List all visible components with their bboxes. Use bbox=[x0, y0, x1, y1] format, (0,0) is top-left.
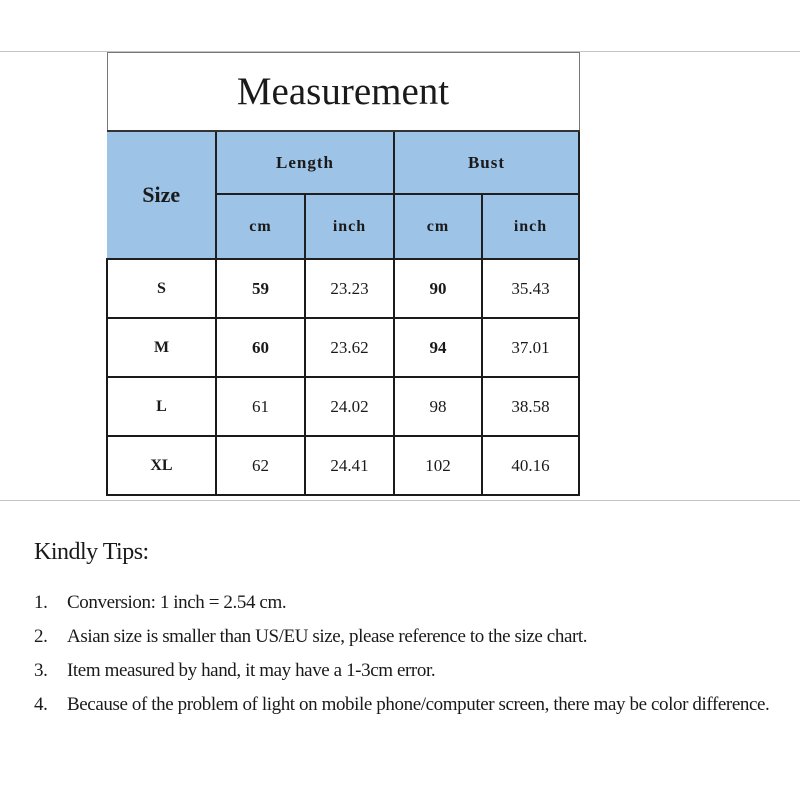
list-item bbox=[34, 688, 794, 722]
length-inch-cell: 24.02 bbox=[305, 377, 394, 436]
tips-title: Kindly Tips: bbox=[34, 539, 149, 565]
list-item bbox=[34, 654, 794, 688]
bust-inch-cell: 37.01 bbox=[482, 318, 579, 377]
length-header: Length bbox=[216, 131, 394, 194]
bust-header: Bust bbox=[394, 131, 579, 194]
length-inch-cell: 24.41 bbox=[305, 436, 394, 495]
tip-number: 1. bbox=[34, 592, 48, 613]
tip-number: 2. bbox=[34, 626, 48, 647]
length-cm-cell: 61 bbox=[216, 377, 305, 436]
size-cell: M bbox=[107, 318, 216, 377]
bust-cm-header: cm bbox=[394, 194, 482, 259]
kindly-tips bbox=[34, 534, 794, 722]
table-row bbox=[107, 377, 579, 436]
length-cm-cell: 59 bbox=[216, 259, 305, 318]
tip-text: Conversion: 1 inch = 2.54 cm. bbox=[67, 592, 287, 613]
tips-list bbox=[34, 586, 794, 722]
title-row bbox=[107, 53, 579, 132]
tip-text: Item measured by hand, it may have a 1-3cm error. bbox=[67, 660, 436, 681]
bust-cm-cell: 98 bbox=[394, 377, 482, 436]
length-cm-cell: 60 bbox=[216, 318, 305, 377]
size-header: Size bbox=[107, 131, 216, 259]
table-title: Measurement bbox=[107, 53, 579, 132]
size-chart-table bbox=[106, 52, 580, 496]
table-row bbox=[107, 259, 579, 318]
length-cm-cell: 62 bbox=[216, 436, 305, 495]
bust-inch-cell: 38.58 bbox=[482, 377, 579, 436]
size-cell: S bbox=[107, 259, 216, 318]
length-inch-cell: 23.23 bbox=[305, 259, 394, 318]
list-item bbox=[34, 586, 794, 620]
table-row bbox=[107, 318, 579, 377]
length-inch-cell: 23.62 bbox=[305, 318, 394, 377]
bust-inch-cell: 40.16 bbox=[482, 436, 579, 495]
bottom-divider bbox=[0, 500, 800, 501]
tip-text: Because of the problem of light on mobile phone/computer screen, there may be color difference. bbox=[67, 694, 770, 715]
list-item bbox=[34, 620, 794, 654]
tip-number: 3. bbox=[34, 660, 48, 681]
bust-cm-cell: 90 bbox=[394, 259, 482, 318]
tip-text: Asian size is smaller than US/EU size, please reference to the size chart. bbox=[67, 626, 588, 647]
length-inch-header: inch bbox=[305, 194, 394, 259]
size-cell: XL bbox=[107, 436, 216, 495]
table-row bbox=[107, 436, 579, 495]
tip-number: 4. bbox=[34, 694, 48, 715]
bust-inch-cell: 35.43 bbox=[482, 259, 579, 318]
bust-cm-cell: 102 bbox=[394, 436, 482, 495]
bust-cm-cell: 94 bbox=[394, 318, 482, 377]
bust-inch-header: inch bbox=[482, 194, 579, 259]
group-header-row bbox=[107, 131, 579, 194]
size-cell: L bbox=[107, 377, 216, 436]
length-cm-header: cm bbox=[216, 194, 305, 259]
